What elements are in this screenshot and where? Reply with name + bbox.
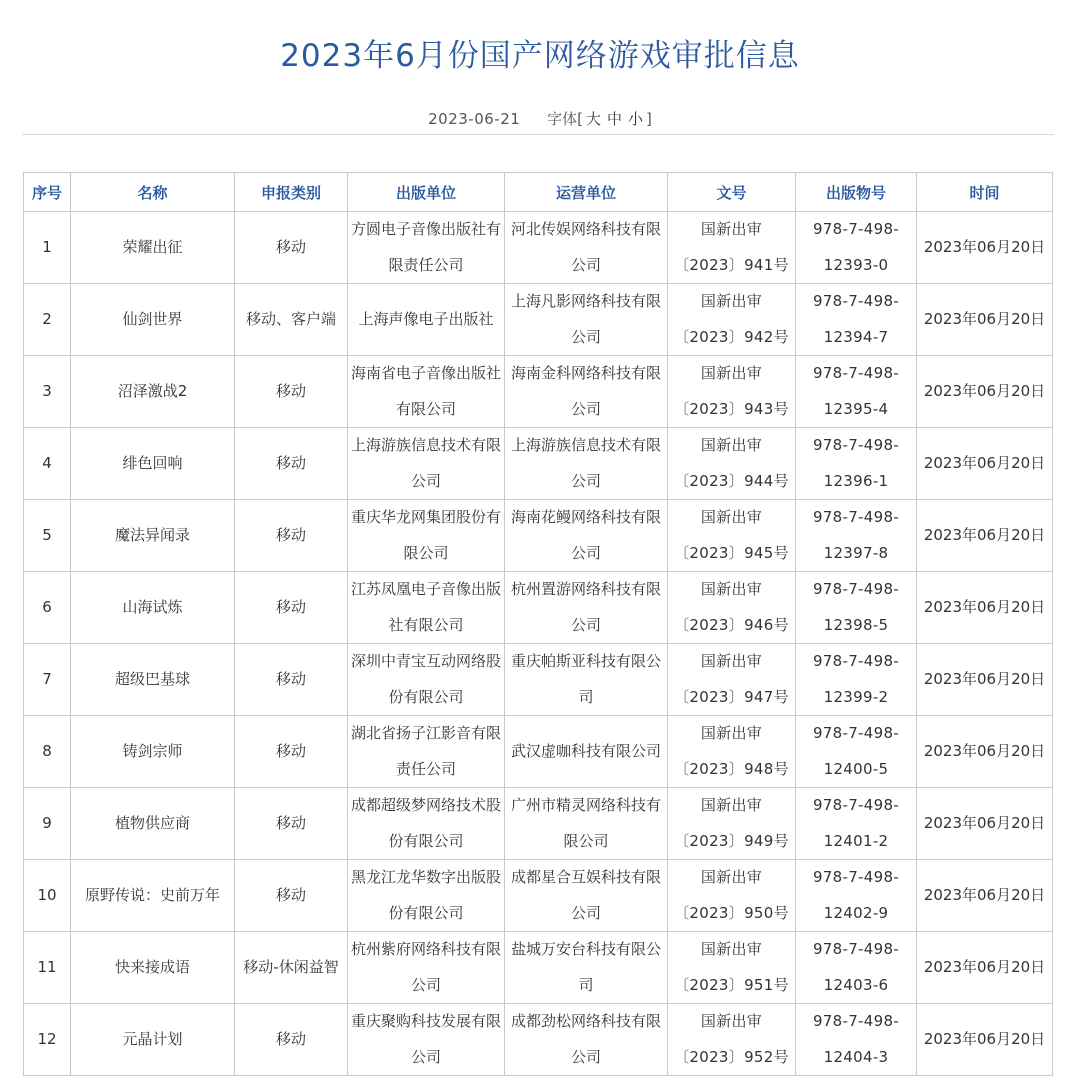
cell-game-name: 原野传说：史前万年 <box>71 860 235 932</box>
cell-operator: 成都劲松网络科技有限公司 <box>505 1004 668 1076</box>
cell-doc-number: 国新出审〔2023〕941号 <box>668 212 796 284</box>
cell-isbn: 978-7-498-12396-1 <box>796 428 917 500</box>
table-row <box>24 284 1053 356</box>
cell-operator: 上海凡影网络科技有限公司 <box>505 284 668 356</box>
cell-date: 2023年06月20日 <box>917 932 1053 1004</box>
cell-publisher: 成都超级梦网络技术股份有限公司 <box>348 788 505 860</box>
bracket-open: [ <box>577 110 583 128</box>
cell-doc-number: 国新出审〔2023〕948号 <box>668 716 796 788</box>
cell-game-name: 铸剑宗师 <box>71 716 235 788</box>
table-row <box>24 1004 1053 1076</box>
cell-isbn: 978-7-498-12404-3 <box>796 1004 917 1076</box>
cell-doc-number: 国新出审〔2023〕942号 <box>668 284 796 356</box>
table-row <box>24 788 1053 860</box>
cell-doc-number: 国新出审〔2023〕946号 <box>668 572 796 644</box>
cell-index: 11 <box>24 932 71 1004</box>
cell-date: 2023年06月20日 <box>917 644 1053 716</box>
cell-publisher: 方圆电子音像出版社有限责任公司 <box>348 212 505 284</box>
cell-publisher: 海南省电子音像出版社有限公司 <box>348 356 505 428</box>
cell-isbn: 978-7-498-12393-0 <box>796 212 917 284</box>
cell-game-name: 沼泽激战2 <box>71 356 235 428</box>
cell-index: 2 <box>24 284 71 356</box>
col-header-name: 名称 <box>71 173 235 212</box>
cell-publisher: 黑龙江龙华数字出版股份有限公司 <box>348 860 505 932</box>
col-header-operator: 运营单位 <box>505 173 668 212</box>
cell-game-name: 仙剑世界 <box>71 284 235 356</box>
cell-publisher: 上海游族信息技术有限公司 <box>348 428 505 500</box>
cell-date: 2023年06月20日 <box>917 716 1053 788</box>
cell-category: 移动 <box>235 644 348 716</box>
table-row <box>24 572 1053 644</box>
col-header-doc-number: 文号 <box>668 173 796 212</box>
cell-publisher: 湖北省扬子江影音有限责任公司 <box>348 716 505 788</box>
cell-operator: 海南花鳗网络科技有限公司 <box>505 500 668 572</box>
cell-game-name: 绯色回响 <box>71 428 235 500</box>
table-row <box>24 212 1053 284</box>
font-size-large-link[interactable]: 大 <box>585 110 601 128</box>
font-size-medium-link[interactable]: 中 <box>606 110 622 128</box>
cell-operator: 成都星合互娱科技有限公司 <box>505 860 668 932</box>
cell-date: 2023年06月20日 <box>917 212 1053 284</box>
cell-date: 2023年06月20日 <box>917 860 1053 932</box>
col-header-isbn: 出版物号 <box>796 173 917 212</box>
cell-isbn: 978-7-498-12397-8 <box>796 500 917 572</box>
cell-game-name: 超级巴基球 <box>71 644 235 716</box>
font-size-small-link[interactable]: 小 <box>628 110 644 128</box>
cell-isbn: 978-7-498-12395-4 <box>796 356 917 428</box>
cell-category: 移动 <box>235 572 348 644</box>
cell-category: 移动 <box>235 716 348 788</box>
cell-index: 8 <box>24 716 71 788</box>
cell-doc-number: 国新出审〔2023〕952号 <box>668 1004 796 1076</box>
cell-publisher: 上海声像电子出版社 <box>348 284 505 356</box>
cell-publisher: 深圳中青宝互动网络股份有限公司 <box>348 644 505 716</box>
cell-date: 2023年06月20日 <box>917 788 1053 860</box>
cell-category: 移动 <box>235 356 348 428</box>
cell-category: 移动 <box>235 500 348 572</box>
cell-game-name: 荣耀出征 <box>71 212 235 284</box>
cell-index: 7 <box>24 644 71 716</box>
table-header-row <box>24 173 1053 212</box>
table-body <box>24 212 1053 1076</box>
cell-category: 移动 <box>235 212 348 284</box>
cell-date: 2023年06月20日 <box>917 428 1053 500</box>
cell-doc-number: 国新出审〔2023〕950号 <box>668 860 796 932</box>
table-row <box>24 644 1053 716</box>
cell-publisher: 重庆聚购科技发展有限公司 <box>348 1004 505 1076</box>
table-row <box>24 428 1053 500</box>
cell-game-name: 植物供应商 <box>71 788 235 860</box>
page-title: 2023年6月份国产网络游戏审批信息 <box>280 38 800 74</box>
col-header-category: 申报类别 <box>235 173 348 212</box>
cell-category: 移动 <box>235 428 348 500</box>
cell-operator: 海南金科网络科技有限公司 <box>505 356 668 428</box>
table-row <box>24 932 1053 1004</box>
cell-index: 5 <box>24 500 71 572</box>
cell-index: 4 <box>24 428 71 500</box>
cell-game-name: 元晶计划 <box>71 1004 235 1076</box>
cell-operator: 武汉虚咖科技有限公司 <box>505 716 668 788</box>
cell-operator: 盐城万安台科技有限公司 <box>505 932 668 1004</box>
cell-game-name: 快来接成语 <box>71 932 235 1004</box>
cell-isbn: 978-7-498-12403-6 <box>796 932 917 1004</box>
cell-index: 10 <box>24 860 71 932</box>
cell-category: 移动 <box>235 788 348 860</box>
col-header-index: 序号 <box>24 173 71 212</box>
divider <box>22 134 1054 135</box>
approval-table <box>23 172 1053 1076</box>
cell-date: 2023年06月20日 <box>917 500 1053 572</box>
cell-date: 2023年06月20日 <box>917 284 1053 356</box>
cell-isbn: 978-7-498-12398-5 <box>796 572 917 644</box>
cell-category: 移动-休闲益智 <box>235 932 348 1004</box>
table-row <box>24 500 1053 572</box>
cell-doc-number: 国新出审〔2023〕951号 <box>668 932 796 1004</box>
cell-operator: 河北传娱网络科技有限公司 <box>505 212 668 284</box>
cell-operator: 杭州置游网络科技有限公司 <box>505 572 668 644</box>
cell-operator: 上海游族信息技术有限公司 <box>505 428 668 500</box>
table-row <box>24 860 1053 932</box>
cell-doc-number: 国新出审〔2023〕949号 <box>668 788 796 860</box>
cell-doc-number: 国新出审〔2023〕945号 <box>668 500 796 572</box>
cell-date: 2023年06月20日 <box>917 572 1053 644</box>
cell-game-name: 魔法异闻录 <box>71 500 235 572</box>
cell-index: 3 <box>24 356 71 428</box>
cell-operator: 重庆帕斯亚科技有限公司 <box>505 644 668 716</box>
cell-isbn: 978-7-498-12400-5 <box>796 716 917 788</box>
cell-category: 移动 <box>235 1004 348 1076</box>
cell-date: 2023年06月20日 <box>917 1004 1053 1076</box>
cell-index: 1 <box>24 212 71 284</box>
font-size-label: 字体 <box>547 110 578 128</box>
col-header-date: 时间 <box>917 173 1053 212</box>
font-size-switcher <box>547 110 652 128</box>
cell-category: 移动 <box>235 860 348 932</box>
cell-category: 移动、客户端 <box>235 284 348 356</box>
cell-operator: 广州市精灵网络科技有限公司 <box>505 788 668 860</box>
cell-date: 2023年06月20日 <box>917 356 1053 428</box>
cell-isbn: 978-7-498-12401-2 <box>796 788 917 860</box>
cell-isbn: 978-7-498-12399-2 <box>796 644 917 716</box>
cell-index: 9 <box>24 788 71 860</box>
cell-isbn: 978-7-498-12394-7 <box>796 284 917 356</box>
cell-publisher: 杭州紫府网络科技有限公司 <box>348 932 505 1004</box>
table-row <box>24 716 1053 788</box>
cell-game-name: 山海试炼 <box>71 572 235 644</box>
cell-doc-number: 国新出审〔2023〕944号 <box>668 428 796 500</box>
cell-publisher: 江苏凤凰电子音像出版社有限公司 <box>348 572 505 644</box>
cell-doc-number: 国新出审〔2023〕943号 <box>668 356 796 428</box>
publish-date: 2023-06-21 <box>428 110 521 128</box>
cell-index: 12 <box>24 1004 71 1076</box>
cell-isbn: 978-7-498-12402-9 <box>796 860 917 932</box>
cell-index: 6 <box>24 572 71 644</box>
col-header-publisher: 出版单位 <box>348 173 505 212</box>
article-meta <box>0 108 1080 129</box>
cell-doc-number: 国新出审〔2023〕947号 <box>668 644 796 716</box>
cell-publisher: 重庆华龙网集团股份有限公司 <box>348 500 505 572</box>
table-row <box>24 356 1053 428</box>
bracket-close: ] <box>646 110 652 128</box>
